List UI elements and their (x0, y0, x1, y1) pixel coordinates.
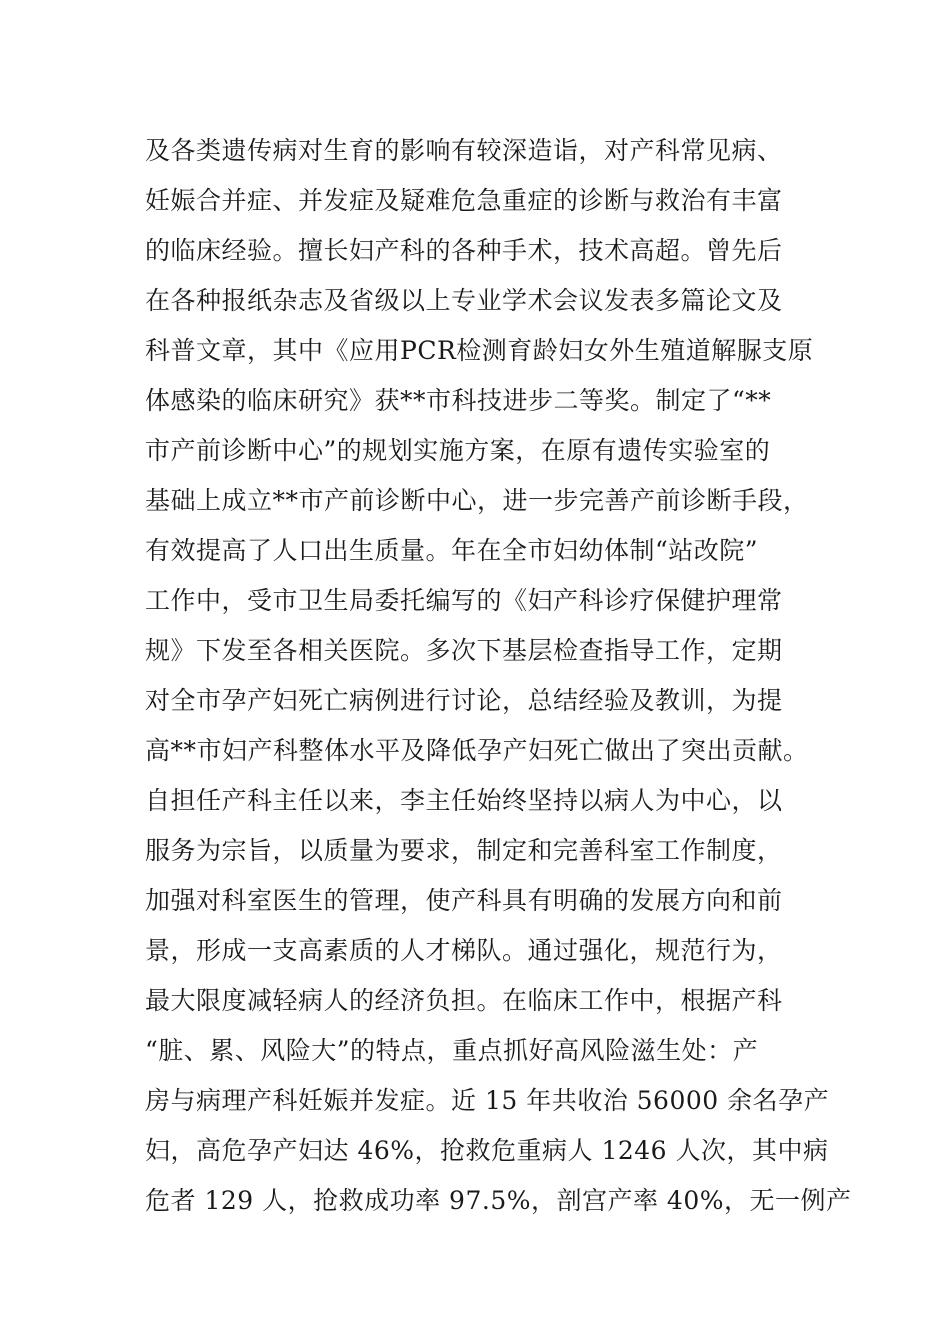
text-line: “脏、累、风险大”的特点，重点抓好高风险滋生处：产 (145, 1036, 759, 1065)
text-line: 危者 129 人，抢救成功率 97.5%，剖宫产率 40%，无一例产 (145, 1186, 852, 1215)
text-line: 科普文章，其中《应用PCR检测育龄妇女外生殖道解脲支原 (145, 336, 814, 365)
text-line: 基础上成立**市产前诊断中心，进一步完善产前诊断手段， (145, 486, 809, 515)
text-line: 高**市妇产科整体水平及降低孕产妇死亡做出了突出贡献。 (145, 736, 809, 765)
text-line: 服务为宗旨，以质量为要求，制定和完善科室工作制度， (145, 836, 783, 865)
text-line: 自担任产科主任以来，李主任始终坚持以病人为中心，以 (145, 786, 783, 815)
text-line: 在各种报纸杂志及省级以上专业学术会议发表多篇论文及 (145, 286, 783, 315)
text-line: 加强对科室医生的管理，使产科具有明确的发展方向和前 (145, 886, 783, 915)
text-line: 市产前诊断中心”的规划实施方案，在原有遗传实验室的 (145, 436, 771, 465)
text-line: 体感染的临床研究》获**市科技进步二等奖。制定了“** (145, 386, 772, 415)
text-line: 及各类遗传病对生育的影响有较深造诣，对产科常见病、 (145, 136, 783, 165)
text-line: 的临床经验。擅长妇产科的各种手术，技术高超。曾先后 (145, 236, 783, 265)
body-text (145, 126, 852, 1226)
text-line: 最大限度减轻病人的经济负担。在临床工作中，根据产科 (145, 986, 783, 1015)
text-line: 景，形成一支高素质的人才梯队。通过强化，规范行为， (145, 936, 783, 965)
text-line: 房与病理产科妊娠并发症。近 15 年共收治 56000 余名孕产 (145, 1086, 830, 1115)
text-line: 对全市孕产妇死亡病例进行讨论，总结经验及教训，为提 (145, 686, 783, 715)
text-line: 规》下发至各相关医院。多次下基层检查指导工作，定期 (145, 636, 783, 665)
text-line: 妊娠合并症、并发症及疑难危急重症的诊断与救治有丰富 (145, 186, 783, 215)
text-line: 有效提高了人口出生质量。年在全市妇幼体制“站改院” (145, 536, 759, 565)
text-line: 工作中，受市卫生局委托编写的《妇产科诊疗保健护理常 (145, 586, 783, 615)
text-line: 妇，高危孕产妇达 46%，抢救危重病人 1246 人次，其中病 (145, 1136, 829, 1165)
